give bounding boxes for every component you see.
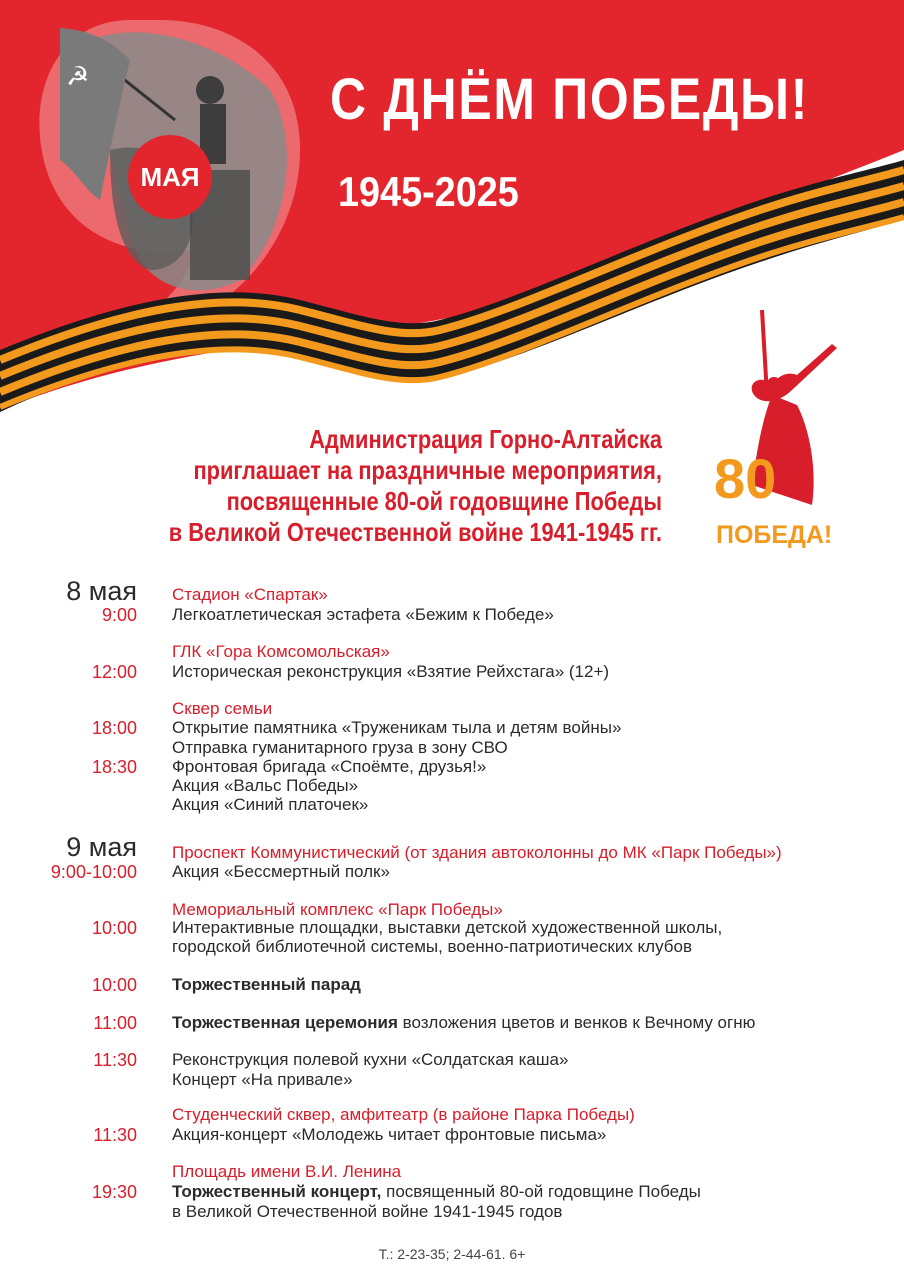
event-time: 11:30 <box>93 1125 137 1145</box>
event-title-bold: Торжественная церемония <box>172 1013 398 1032</box>
contact-phones: Т.: 2-23-35; 2-44-61. 6+ <box>378 1246 526 1262</box>
may-badge: МАЯ <box>128 135 212 219</box>
event-location: Мемориальный комплекс «Парк Победы» <box>172 900 503 919</box>
event-description <box>172 1182 701 1202</box>
event-time: 18:30 <box>91 757 137 777</box>
date-may-8: 8 мая <box>66 576 137 606</box>
event-time: 10:00 <box>91 918 137 938</box>
event-description: Реконструкция полевой кухни «Солдатская каша» <box>172 1050 569 1069</box>
event-description <box>172 1013 755 1033</box>
invitation-text <box>140 424 662 548</box>
event-description: в Великой Отечественной войне 1941-1945 годов <box>172 1202 563 1221</box>
event-time: 10:00 <box>91 975 137 995</box>
event-time: 19:30 <box>91 1182 137 1202</box>
event-description: Акция «Вальс Победы» <box>172 776 359 795</box>
event-location: Студенческий сквер, амфитеатр (в районе Парка Победы) <box>172 1105 635 1124</box>
event-title-rest: возложения цветов и венков к Вечному огню <box>397 1013 756 1032</box>
event-description: Интерактивные площадки, выставки детской художественной школы, <box>172 918 723 937</box>
event-description: Открытие памятника «Труженикам тыла и детям войны» <box>172 718 622 737</box>
invitation-line: посвященные 80-ой годовщине Победы <box>226 486 663 516</box>
invitation-line: приглашает на праздничные мероприятия, <box>193 455 663 485</box>
page-title: С ДНЁМ ПОБЕДЫ! <box>330 67 810 132</box>
event-description: Концерт «На привале» <box>172 1070 353 1089</box>
event-description: Акция-концерт «Молодежь читает фронтовые письма» <box>172 1125 607 1144</box>
event-description: Акция «Синий платочек» <box>172 795 369 814</box>
event-location: ГЛК «Гора Комсомольская» <box>172 642 390 661</box>
event-time: 18:00 <box>91 718 137 738</box>
event-location: Стадион «Спартак» <box>172 585 328 604</box>
event-description: Отправка гуманитарного груза в зону СВО <box>172 738 508 757</box>
anniversary-years: 1945-2025 <box>338 168 519 215</box>
event-description: Легкоатлетическая эстафета «Бежим к Победе» <box>172 605 554 624</box>
date-may-9: 9 мая <box>66 832 137 862</box>
event-title-bold: Торжественный концерт, <box>172 1182 382 1201</box>
emblem-text: ПОБЕДА! <box>716 521 833 549</box>
event-location: Сквер семьи <box>172 699 273 718</box>
event-title-bold: Торжественный парад <box>172 975 361 994</box>
invitation-line: Администрация Горно-Алтайска <box>309 424 662 454</box>
emblem-number: 80 <box>714 447 777 510</box>
invitation-line: в Великой Отечественной войне 1941-1945 гг. <box>168 517 662 547</box>
event-title-rest: посвященный 80-ой годовщине Победы <box>381 1182 701 1201</box>
victory-80-emblem <box>712 300 852 560</box>
event-description: Фронтовая бригада «Споёмте, друзья!» <box>172 757 487 776</box>
event-location: Проспект Коммунистический (от здания автоколонны до МК «Парк Победы») <box>172 843 782 862</box>
event-time: 9:00 <box>101 605 137 625</box>
event-location: Площадь имени В.И. Ленина <box>172 1162 402 1181</box>
event-description: городской библиотечной системы, военно-патриотических клубов <box>172 937 693 956</box>
event-time: 12:00 <box>91 662 137 682</box>
event-description: Акция «Бессмертный полк» <box>172 862 390 881</box>
event-description: Историческая реконструкция «Взятие Рейхстага» (12+) <box>172 662 610 681</box>
svg-text:☭: ☭ <box>66 62 90 92</box>
event-time: 11:30 <box>93 1050 137 1070</box>
event-time: 9:00-10:00 <box>50 862 137 882</box>
event-time: 11:00 <box>93 1013 137 1033</box>
event-description <box>172 975 361 995</box>
